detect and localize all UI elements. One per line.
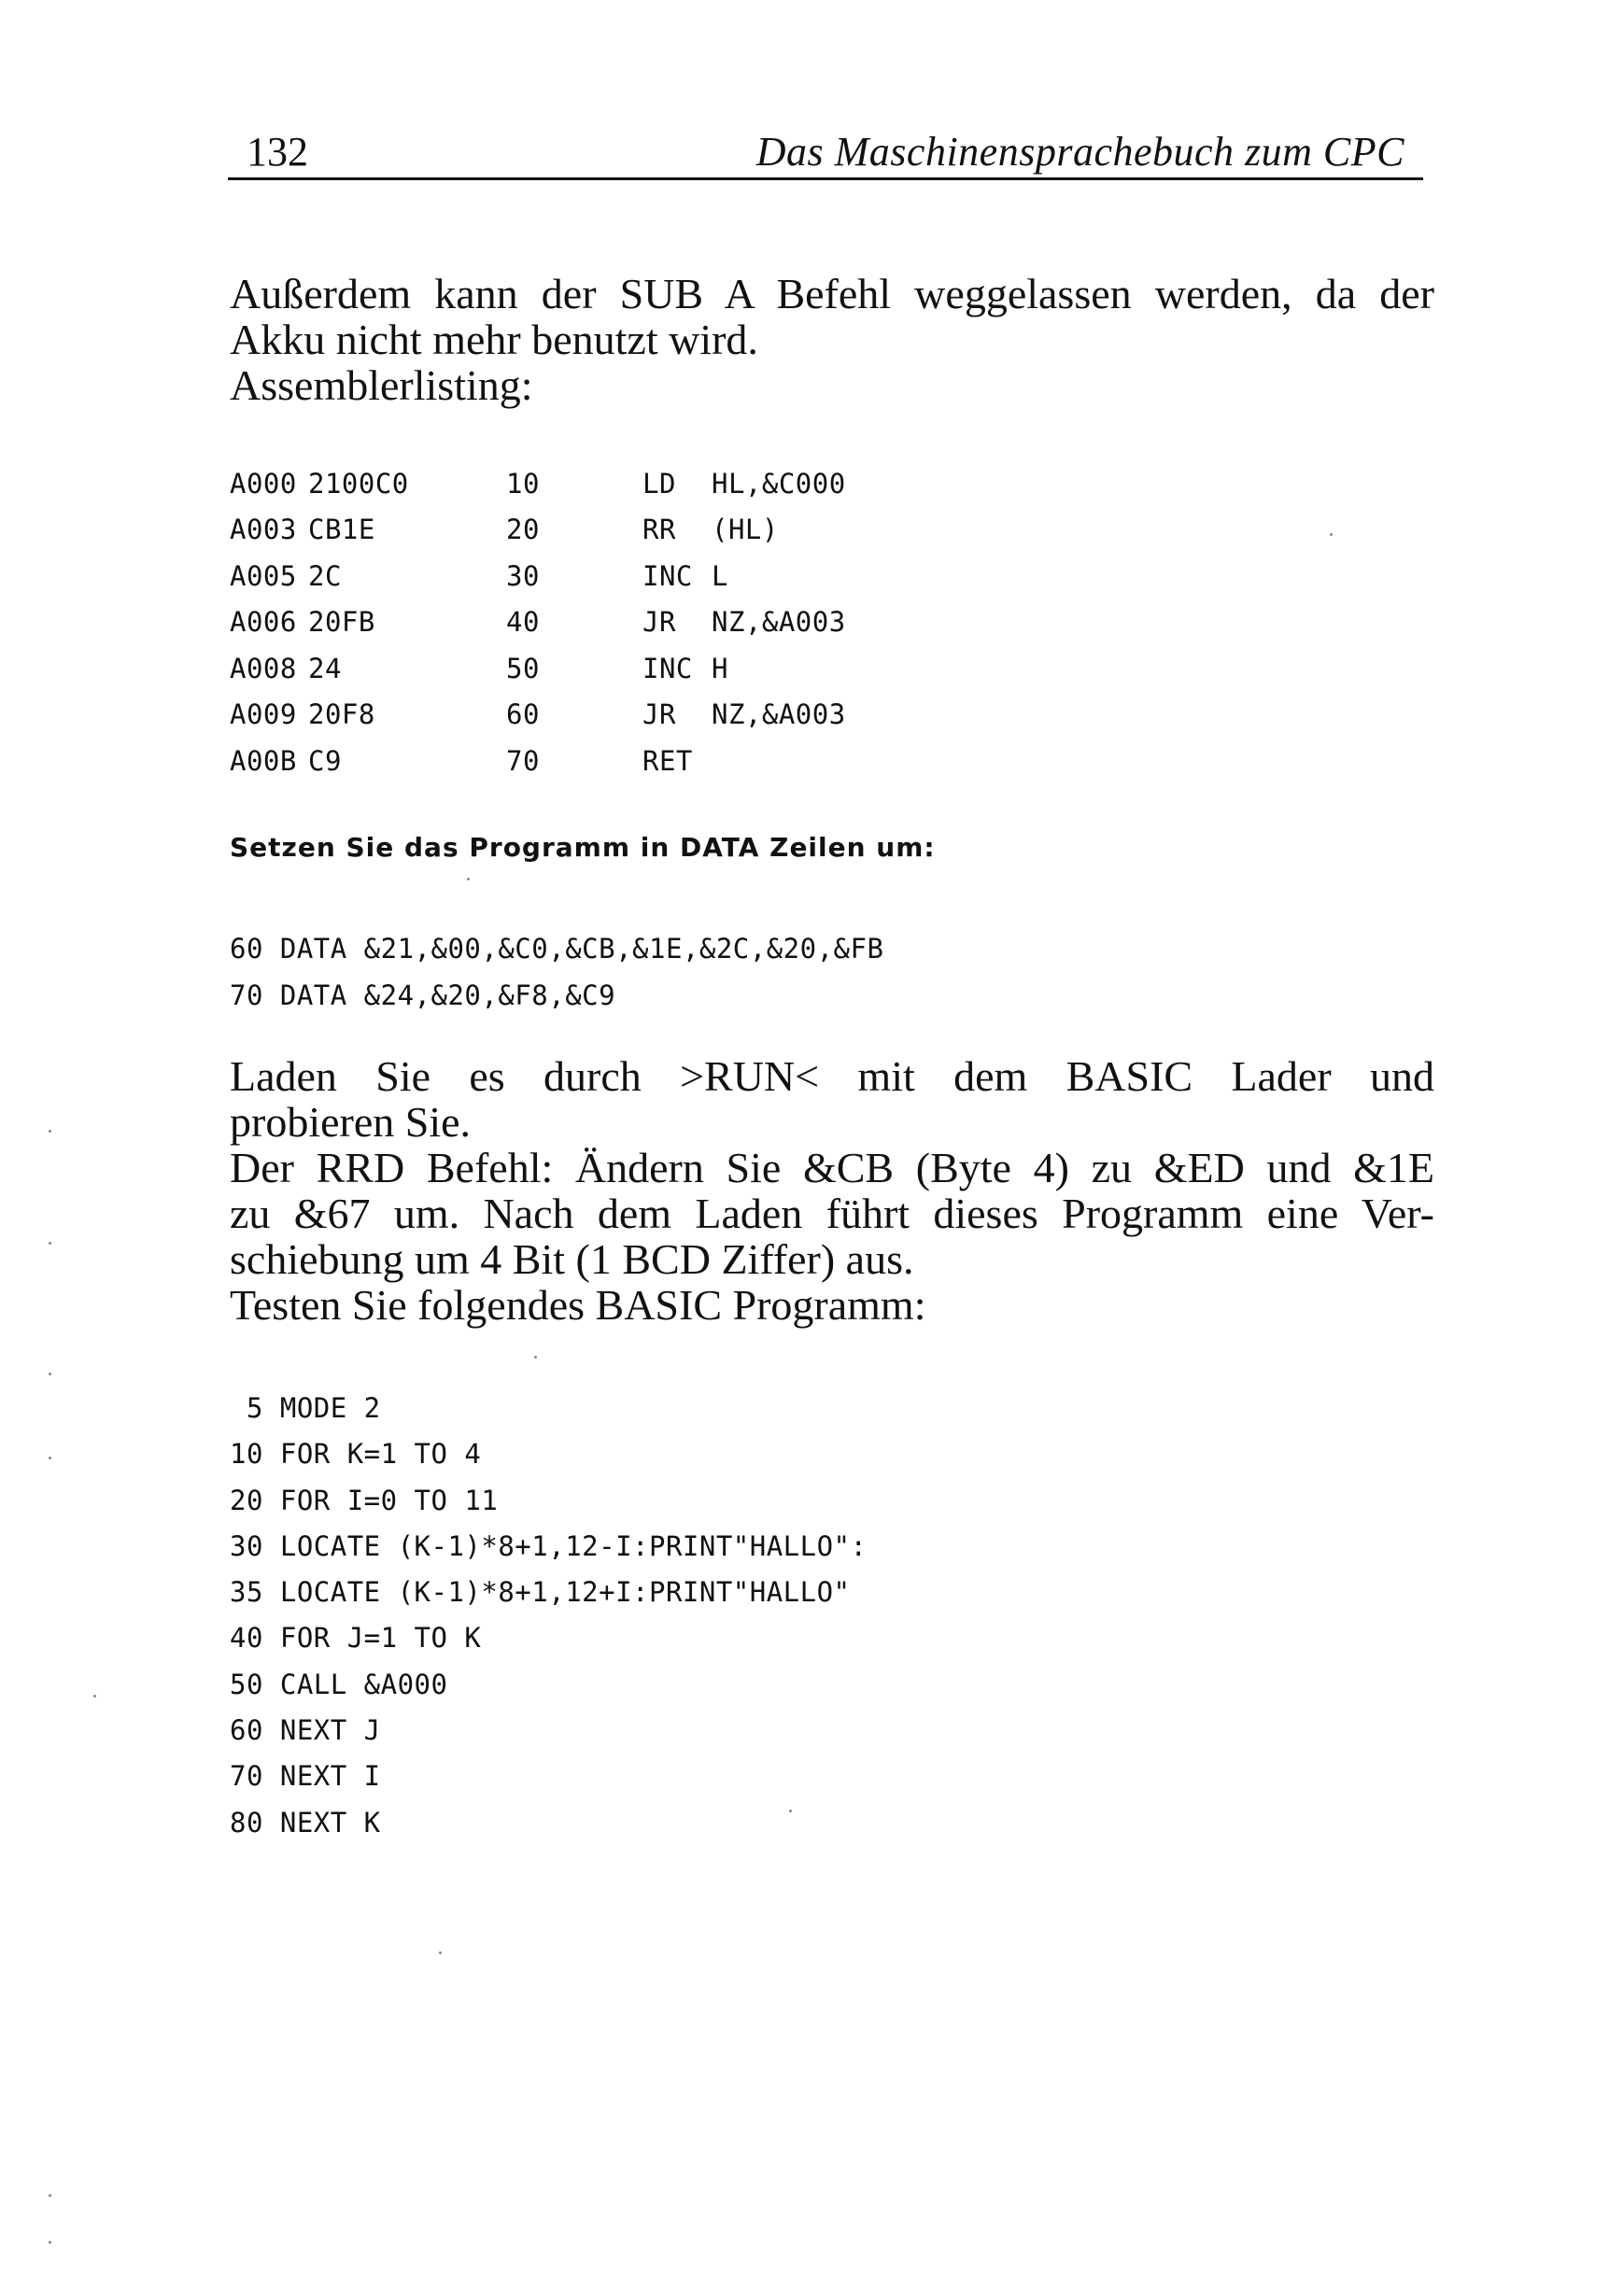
asm-operand: HL,&C000 (712, 467, 846, 500)
loader-line-6: Testen Sie folgendes BASIC Programm: (230, 1281, 926, 1329)
asm-address: A008 (230, 652, 297, 684)
asm-mnemonic: LD (642, 467, 676, 500)
intro-line-1: Außerdem kann der SUB A Befehl weggelassen werden, da der (230, 270, 1434, 317)
asm-mnemonic: JR (642, 606, 676, 639)
asm-line-number: 50 (506, 652, 540, 684)
loader-line-2: probieren Sie. (230, 1098, 472, 1146)
scan-speck (49, 1373, 51, 1375)
basic-program-listing (230, 1386, 867, 1846)
scan-speck (49, 2194, 51, 2197)
page-header (228, 120, 1423, 180)
asm-row (230, 645, 846, 692)
basic-line: 20 FOR I=0 TO 11 (230, 1484, 499, 1516)
asm-bytes: 24 (308, 652, 342, 684)
asm-row (230, 599, 846, 646)
page-number: 132 (247, 129, 308, 175)
scan-speck (439, 1951, 442, 1954)
asm-line-number: 20 (506, 514, 540, 546)
scan-speck (467, 878, 470, 880)
intro-paragraph (230, 271, 1434, 408)
loader-paragraph (230, 1053, 1434, 1328)
scan-speck (534, 1356, 537, 1359)
asm-line-number: 70 (506, 744, 540, 777)
basic-line: 80 NEXT K (230, 1806, 381, 1838)
asm-mnemonic: RET (642, 744, 693, 777)
scan-speck (49, 1457, 51, 1459)
basic-line: 30 LOCATE (K-1)*8+1,12-I:PRINT"HALLO": (230, 1529, 868, 1562)
loader-line-3: Der RRD Befehl: Ändern Sie &CB (Byte 4) zu &ED und &1E (230, 1144, 1434, 1191)
basic-line: 70 NEXT I (230, 1760, 381, 1793)
scan-speck (789, 1810, 792, 1812)
asm-bytes: CB1E (308, 514, 375, 546)
asm-mnemonic: JR (642, 698, 676, 731)
asm-line-number: 60 (506, 698, 540, 731)
asm-address: A006 (230, 606, 297, 639)
asm-operand: NZ,&A003 (712, 698, 846, 731)
asm-row (230, 738, 846, 784)
scan-speck (49, 1130, 51, 1133)
basic-line: 35 LOCATE (K-1)*8+1,12+I:PRINT"HALLO" (230, 1576, 851, 1609)
asm-operand: H (712, 652, 728, 684)
asm-line-number: 30 (506, 559, 540, 592)
basic-line: 10 FOR K=1 TO 4 (230, 1438, 482, 1471)
loader-line-1: Laden Sie es durch >RUN< mit dem BASIC Lader und (230, 1052, 1434, 1100)
intro-line-3: Assemblerlisting: (230, 361, 533, 409)
scan-speck (1330, 533, 1333, 536)
asm-bytes: 20F8 (308, 698, 375, 731)
asm-bytes: 2C (308, 559, 342, 592)
asm-bytes: 20FB (308, 606, 375, 639)
asm-row (230, 692, 846, 739)
asm-line-number: 40 (506, 606, 540, 639)
basic-line: 40 FOR J=1 TO K (230, 1622, 482, 1655)
scan-speck (49, 1242, 51, 1245)
loader-line-5: schiebung um 4 Bit (1 BCD Ziffer) aus. (230, 1235, 914, 1283)
asm-line-number: 10 (506, 467, 540, 500)
basic-line: 50 CALL &A000 (230, 1668, 448, 1700)
asm-bytes: C9 (308, 744, 342, 777)
asm-address: A003 (230, 514, 297, 546)
data-lines (230, 925, 883, 1019)
asm-mnemonic: INC (642, 652, 693, 684)
data-line: 70 DATA &24,&20,&F8,&C9 (230, 979, 616, 1011)
asm-address: A00B (230, 744, 297, 777)
basic-line: 60 NEXT J (230, 1714, 381, 1747)
asm-operand: L (712, 559, 728, 592)
asm-row (230, 553, 846, 599)
asm-mnemonic: INC (642, 559, 693, 592)
intro-line-2: Akku nicht mehr benutzt wird. (230, 316, 758, 363)
data-instruction: Setzen Sie das Programm in DATA Zeilen um: (230, 832, 936, 863)
scan-speck (93, 1695, 96, 1697)
asm-address: A009 (230, 698, 297, 731)
asm-address: A005 (230, 559, 297, 592)
data-line: 60 DATA &21,&00,&C0,&CB,&1E,&2C,&20,&FB (230, 933, 884, 965)
loader-line-4: zu &67 um. Nach dem Laden führt dieses Programm eine Ver- (230, 1190, 1434, 1237)
assembler-listing (230, 460, 846, 784)
scan-speck (49, 2241, 51, 2244)
basic-line: 5 MODE 2 (230, 1392, 381, 1424)
asm-operand: (HL) (712, 514, 779, 546)
asm-row (230, 507, 846, 554)
running-title: Das Maschinensprachebuch zum CPC (755, 129, 1404, 175)
asm-address: A000 (230, 467, 297, 500)
asm-mnemonic: RR (642, 514, 676, 546)
asm-row (230, 460, 846, 507)
asm-operand: NZ,&A003 (712, 606, 846, 639)
asm-operand (712, 738, 846, 784)
asm-bytes: 2100C0 (308, 467, 409, 500)
